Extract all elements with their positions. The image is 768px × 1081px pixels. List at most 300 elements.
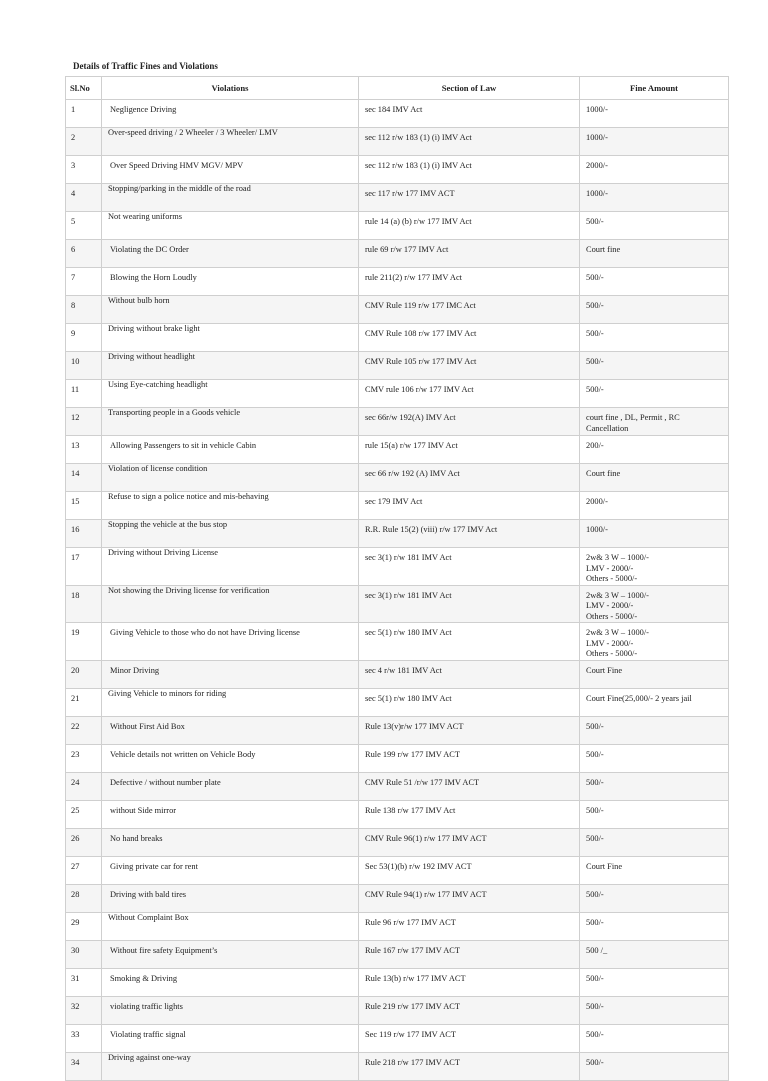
cell-violation-text: Driving without headlight bbox=[108, 352, 195, 361]
cell-violation bbox=[102, 688, 359, 716]
cell-fine-amount bbox=[580, 585, 729, 623]
cell-violation-text: Over Speed Driving HMV MGV/ MPV bbox=[110, 161, 244, 170]
cell-violation bbox=[102, 623, 359, 661]
cell-sl-no-text: 16 bbox=[71, 525, 80, 534]
cell-section-of-law-text: Sec 119 r/w 177 IMV ACT bbox=[365, 1029, 456, 1039]
cell-fine-amount bbox=[580, 156, 729, 184]
cell-fine-amount bbox=[580, 408, 729, 436]
cell-sl-no bbox=[66, 772, 102, 800]
cell-fine-amount-text: 500/- bbox=[586, 889, 604, 899]
cell-section-of-law bbox=[359, 324, 580, 352]
cell-fine-amount-text: 1000/- bbox=[586, 525, 608, 534]
cell-fine-amount-text: 500/- bbox=[586, 917, 604, 927]
cell-sl-no-text: 18 bbox=[71, 590, 80, 600]
cell-sl-no bbox=[66, 688, 102, 716]
cell-sl-no-text: 26 bbox=[71, 833, 80, 843]
cell-sl-no bbox=[66, 324, 102, 352]
cell-fine-amount-text: 500/- bbox=[586, 329, 604, 338]
cell-fine-amount-text: 2w& 3 W – 1000/- LMV - 2000/- Others - 5000/- bbox=[586, 553, 649, 583]
cell-violation-text: Driving with bald tires bbox=[110, 889, 187, 899]
cell-sl-no-text: 28 bbox=[71, 889, 80, 899]
cell-sl-no bbox=[66, 380, 102, 408]
cell-section-of-law-text: R.R. Rule 15(2) (viii) r/w 177 IMV Act bbox=[365, 525, 498, 534]
cell-section-of-law bbox=[359, 660, 580, 688]
cell-sl-no-text: 3 bbox=[71, 161, 76, 170]
cell-violation bbox=[102, 716, 359, 744]
cell-sl-no bbox=[66, 623, 102, 661]
cell-violation-text: Transporting people in a Goods vehicle bbox=[108, 408, 241, 417]
cell-section-of-law-text: sec 179 IMV Act bbox=[365, 497, 423, 506]
cell-section-of-law-text: CMV Rule 108 r/w 177 IMV Act bbox=[365, 329, 477, 338]
cell-fine-amount-text: 2w& 3 W – 1000/- LMV - 2000/- Others - 5000/- bbox=[586, 628, 649, 658]
cell-fine-amount-text: court fine , DL, Permit , RC Cancellation bbox=[586, 413, 680, 433]
cell-fine-amount-text: 500/- bbox=[586, 301, 604, 310]
cell-section-of-law bbox=[359, 912, 580, 940]
cell-violation-text: Giving Vehicle to those who do not have Driving license bbox=[110, 628, 300, 637]
table-row bbox=[66, 660, 729, 688]
table-row bbox=[66, 156, 729, 184]
cell-fine-amount-text: 500/- bbox=[586, 721, 604, 731]
cell-fine-amount bbox=[580, 296, 729, 324]
cell-fine-amount-text: 1000/- bbox=[586, 105, 608, 114]
cell-violation-text: Giving Vehicle to minors for riding bbox=[108, 688, 227, 698]
table-row bbox=[66, 548, 729, 586]
cell-violation bbox=[102, 1024, 359, 1052]
cell-violation-text: Over-speed driving / 2 Wheeler / 3 Wheeler/ LMV bbox=[108, 128, 278, 137]
table-row bbox=[66, 856, 729, 884]
cell-violation-text: Giving private car for rent bbox=[110, 861, 198, 871]
cell-sl-no bbox=[66, 940, 102, 968]
cell-section-of-law bbox=[359, 380, 580, 408]
cell-fine-amount bbox=[580, 772, 729, 800]
cell-sl-no bbox=[66, 585, 102, 623]
cell-violation-text: Not wearing uniforms bbox=[108, 212, 182, 221]
cell-section-of-law bbox=[359, 100, 580, 128]
cell-violation bbox=[102, 464, 359, 492]
cell-sl-no bbox=[66, 100, 102, 128]
cell-section-of-law bbox=[359, 996, 580, 1024]
column-header-section-of-law: Section of Law bbox=[359, 77, 580, 100]
cell-fine-amount bbox=[580, 212, 729, 240]
cell-fine-amount bbox=[580, 464, 729, 492]
cell-fine-amount-text: 500/- bbox=[586, 777, 604, 787]
cell-section-of-law-text: CMV Rule 51 /r/w 177 IMV ACT bbox=[365, 777, 480, 787]
table-row bbox=[66, 585, 729, 623]
cell-fine-amount bbox=[580, 884, 729, 912]
cell-violation bbox=[102, 828, 359, 856]
cell-section-of-law-text: CMV Rule 119 r/w 177 IMC Act bbox=[365, 301, 476, 310]
cell-fine-amount bbox=[580, 688, 729, 716]
cell-violation-text: No hand breaks bbox=[110, 833, 163, 843]
cell-fine-amount bbox=[580, 940, 729, 968]
cell-sl-no-text: 10 bbox=[71, 357, 80, 366]
table-row bbox=[66, 1052, 729, 1080]
cell-violation-text: Violation of license condition bbox=[108, 464, 208, 473]
cell-section-of-law bbox=[359, 212, 580, 240]
cell-violation-text: Smoking & Driving bbox=[110, 973, 178, 983]
cell-sl-no-text: 8 bbox=[71, 301, 76, 310]
cell-violation bbox=[102, 240, 359, 268]
cell-violation-text: Violating the DC Order bbox=[110, 245, 189, 254]
cell-fine-amount-text: Court Fine bbox=[586, 665, 623, 675]
cell-fine-amount bbox=[580, 240, 729, 268]
cell-section-of-law bbox=[359, 968, 580, 996]
cell-fine-amount-text: 1000/- bbox=[586, 133, 608, 142]
table-row bbox=[66, 268, 729, 296]
column-header-sl-no: Sl.No bbox=[66, 77, 102, 100]
cell-sl-no bbox=[66, 744, 102, 772]
table-row bbox=[66, 828, 729, 856]
cell-section-of-law-text: Rule 96 r/w 177 IMV ACT bbox=[365, 917, 456, 927]
cell-sl-no-text: 6 bbox=[71, 245, 76, 254]
table-row bbox=[66, 100, 729, 128]
cell-fine-amount-text: 500/- bbox=[586, 805, 604, 815]
cell-sl-no bbox=[66, 1024, 102, 1052]
cell-fine-amount bbox=[580, 716, 729, 744]
table-row bbox=[66, 128, 729, 156]
table-row bbox=[66, 464, 729, 492]
cell-violation-text: without Side mirror bbox=[110, 805, 177, 815]
cell-violation-text: Stopping/parking in the middle of the road bbox=[108, 184, 251, 193]
cell-sl-no-text: 5 bbox=[71, 217, 76, 226]
cell-fine-amount bbox=[580, 968, 729, 996]
cell-section-of-law-text: sec 4 r/w 181 IMV Act bbox=[365, 665, 442, 675]
cell-section-of-law bbox=[359, 585, 580, 623]
document-title: Details of Traffic Fines and Violations bbox=[73, 61, 218, 71]
table-row bbox=[66, 744, 729, 772]
cell-sl-no-text: 17 bbox=[71, 553, 80, 562]
cell-section-of-law-text: rule 15(a) r/w 177 IMV Act bbox=[365, 441, 458, 450]
cell-violation bbox=[102, 660, 359, 688]
table-row bbox=[66, 1024, 729, 1052]
table-row bbox=[66, 380, 729, 408]
table-body bbox=[66, 100, 729, 1081]
cell-fine-amount bbox=[580, 492, 729, 520]
cell-section-of-law-text: rule 69 r/w 177 IMV Act bbox=[365, 245, 449, 254]
cell-section-of-law-text: sec 112 r/w 183 (1) (i) IMV Act bbox=[365, 161, 472, 170]
cell-violation bbox=[102, 940, 359, 968]
cell-section-of-law-text: Rule 218 r/w 177 IMV ACT bbox=[365, 1057, 460, 1067]
cell-fine-amount bbox=[580, 828, 729, 856]
cell-section-of-law bbox=[359, 492, 580, 520]
cell-sl-no-text: 24 bbox=[71, 777, 80, 787]
cell-violation-text: Refuse to sign a police notice and mis-behaving bbox=[108, 492, 269, 501]
cell-sl-no-text: 31 bbox=[71, 973, 80, 983]
cell-section-of-law-text: sec 66r/w 192(A) IMV Act bbox=[365, 413, 456, 422]
cell-sl-no bbox=[66, 240, 102, 268]
cell-fine-amount bbox=[580, 100, 729, 128]
cell-fine-amount-text: 2000/- bbox=[586, 497, 608, 506]
cell-sl-no bbox=[66, 128, 102, 156]
cell-section-of-law bbox=[359, 856, 580, 884]
cell-section-of-law-text: Rule 219 r/w 177 IMV ACT bbox=[365, 1001, 460, 1011]
cell-section-of-law-text: Sec 53(1)(b) r/w 192 IMV ACT bbox=[365, 861, 472, 871]
cell-violation bbox=[102, 968, 359, 996]
table-row bbox=[66, 996, 729, 1024]
cell-violation bbox=[102, 1052, 359, 1080]
cell-violation bbox=[102, 520, 359, 548]
cell-violation bbox=[102, 492, 359, 520]
cell-violation bbox=[102, 156, 359, 184]
cell-sl-no bbox=[66, 660, 102, 688]
cell-violation-text: Stopping the vehicle at the bus stop bbox=[108, 520, 228, 529]
cell-fine-amount-text: 2w& 3 W – 1000/- LMV - 2000/- Others - 5000/- bbox=[586, 590, 649, 621]
table-row bbox=[66, 912, 729, 940]
cell-section-of-law-text: sec 3(1) r/w 181 IMV Act bbox=[365, 590, 452, 600]
cell-section-of-law bbox=[359, 240, 580, 268]
table-row bbox=[66, 184, 729, 212]
cell-fine-amount bbox=[580, 623, 729, 661]
cell-section-of-law-text: rule 211(2) r/w 177 IMV Act bbox=[365, 273, 462, 282]
cell-violation-text: Using Eye-catching headlight bbox=[108, 380, 208, 389]
table-row bbox=[66, 352, 729, 380]
cell-sl-no bbox=[66, 968, 102, 996]
cell-sl-no-text: 11 bbox=[71, 385, 80, 394]
cell-fine-amount bbox=[580, 1024, 729, 1052]
cell-sl-no bbox=[66, 996, 102, 1024]
cell-fine-amount bbox=[580, 520, 729, 548]
cell-violation-text: Negligence Driving bbox=[110, 105, 177, 114]
cell-sl-no bbox=[66, 212, 102, 240]
cell-fine-amount-text: Court fine bbox=[586, 469, 621, 478]
cell-sl-no bbox=[66, 184, 102, 212]
cell-fine-amount bbox=[580, 856, 729, 884]
cell-section-of-law-text: sec 66 r/w 192 (A) IMV Act bbox=[365, 469, 460, 478]
cell-section-of-law bbox=[359, 296, 580, 324]
cell-sl-no bbox=[66, 856, 102, 884]
cell-violation bbox=[102, 268, 359, 296]
cell-violation bbox=[102, 772, 359, 800]
cell-violation bbox=[102, 912, 359, 940]
cell-section-of-law-text: rule 14 (a) (b) r/w 177 IMV Act bbox=[365, 217, 472, 226]
table-row bbox=[66, 240, 729, 268]
cell-violation bbox=[102, 296, 359, 324]
cell-section-of-law bbox=[359, 800, 580, 828]
cell-section-of-law bbox=[359, 128, 580, 156]
cell-section-of-law bbox=[359, 436, 580, 464]
table-row bbox=[66, 296, 729, 324]
table-header-row bbox=[66, 77, 729, 100]
cell-sl-no-text: 29 bbox=[71, 917, 80, 927]
cell-fine-amount-text: Court Fine bbox=[586, 861, 623, 871]
cell-section-of-law-text: sec 117 r/w 177 IMV ACT bbox=[365, 189, 455, 198]
cell-sl-no-text: 21 bbox=[71, 693, 80, 703]
cell-fine-amount-text: 500/- bbox=[586, 1029, 604, 1039]
cell-section-of-law bbox=[359, 548, 580, 586]
cell-fine-amount-text: 500/- bbox=[586, 385, 604, 394]
cell-sl-no bbox=[66, 548, 102, 586]
cell-fine-amount bbox=[580, 744, 729, 772]
cell-section-of-law-text: CMV Rule 94(1) r/w 177 IMV ACT bbox=[365, 889, 487, 899]
cell-section-of-law-text: sec 184 IMV Act bbox=[365, 105, 423, 114]
cell-sl-no-text: 34 bbox=[71, 1057, 80, 1067]
table-row bbox=[66, 324, 729, 352]
table-row bbox=[66, 436, 729, 464]
cell-sl-no-text: 23 bbox=[71, 749, 80, 759]
cell-fine-amount-text: 500/- bbox=[586, 973, 604, 983]
table-row bbox=[66, 623, 729, 661]
cell-violation-text: Defective / without number plate bbox=[110, 777, 221, 787]
cell-sl-no-text: 1 bbox=[71, 105, 76, 114]
cell-section-of-law bbox=[359, 744, 580, 772]
cell-section-of-law-text: Rule 138 r/w 177 IMV Act bbox=[365, 805, 456, 815]
column-header-violations: Violations bbox=[102, 77, 359, 100]
cell-violation bbox=[102, 380, 359, 408]
cell-fine-amount-text: 500/- bbox=[586, 1057, 604, 1067]
cell-sl-no-text: 2 bbox=[71, 133, 76, 142]
cell-fine-amount bbox=[580, 436, 729, 464]
table-row bbox=[66, 492, 729, 520]
cell-sl-no bbox=[66, 268, 102, 296]
cell-sl-no-text: 19 bbox=[71, 628, 80, 637]
table-row bbox=[66, 520, 729, 548]
cell-section-of-law-text: sec 5(1) r/w 180 IMV Act bbox=[365, 693, 452, 703]
cell-sl-no bbox=[66, 520, 102, 548]
cell-violation-text: Without fire safety Equipment’s bbox=[110, 945, 218, 955]
cell-violation bbox=[102, 184, 359, 212]
table-row bbox=[66, 408, 729, 436]
cell-section-of-law-text: Rule 13(v)r/w 177 IMV ACT bbox=[365, 721, 464, 731]
cell-violation bbox=[102, 744, 359, 772]
cell-violation bbox=[102, 884, 359, 912]
cell-violation-text: Without Complaint Box bbox=[108, 912, 189, 922]
cell-fine-amount-text: 200/- bbox=[586, 441, 604, 450]
cell-sl-no-text: 25 bbox=[71, 805, 80, 815]
cell-fine-amount bbox=[580, 268, 729, 296]
column-header-fine-amount: Fine Amount bbox=[580, 77, 729, 100]
cell-section-of-law bbox=[359, 464, 580, 492]
cell-section-of-law-text: CMV rule 106 r/w 177 IMV Act bbox=[365, 385, 474, 394]
cell-violation bbox=[102, 352, 359, 380]
cell-violation-text: Blowing the Horn Loudly bbox=[110, 273, 197, 282]
cell-violation bbox=[102, 856, 359, 884]
cell-sl-no bbox=[66, 828, 102, 856]
cell-violation-text: Vehicle details not written on Vehicle Body bbox=[110, 749, 256, 759]
cell-fine-amount-text: 500/- bbox=[586, 1001, 604, 1011]
cell-sl-no bbox=[66, 716, 102, 744]
cell-section-of-law bbox=[359, 184, 580, 212]
cell-fine-amount bbox=[580, 996, 729, 1024]
cell-sl-no bbox=[66, 912, 102, 940]
cell-violation bbox=[102, 996, 359, 1024]
cell-section-of-law-text: sec 3(1) r/w 181 IMV Act bbox=[365, 553, 452, 562]
table-row bbox=[66, 716, 729, 744]
cell-section-of-law bbox=[359, 352, 580, 380]
cell-fine-amount bbox=[580, 184, 729, 212]
cell-fine-amount bbox=[580, 660, 729, 688]
cell-sl-no-text: 15 bbox=[71, 497, 80, 506]
cell-fine-amount-text: Court Fine(25,000/- 2 years jail bbox=[586, 693, 692, 703]
cell-sl-no-text: 9 bbox=[71, 329, 76, 338]
cell-section-of-law-text: Rule 167 r/w 177 IMV ACT bbox=[365, 945, 460, 955]
cell-sl-no bbox=[66, 492, 102, 520]
cell-section-of-law bbox=[359, 688, 580, 716]
table-row bbox=[66, 688, 729, 716]
cell-section-of-law-text: sec 5(1) r/w 180 IMV Act bbox=[365, 628, 452, 637]
cell-sl-no bbox=[66, 296, 102, 324]
cell-violation bbox=[102, 100, 359, 128]
cell-fine-amount-text: 2000/- bbox=[586, 161, 608, 170]
cell-sl-no bbox=[66, 800, 102, 828]
cell-fine-amount bbox=[580, 324, 729, 352]
cell-sl-no-text: 13 bbox=[71, 441, 80, 450]
cell-sl-no bbox=[66, 436, 102, 464]
cell-section-of-law bbox=[359, 156, 580, 184]
cell-fine-amount-text: 500/- bbox=[586, 217, 604, 226]
cell-fine-amount-text: 500 /_ bbox=[586, 945, 608, 955]
cell-violation bbox=[102, 436, 359, 464]
cell-section-of-law-text: Rule 13(b) r/w 177 IMV ACT bbox=[365, 973, 466, 983]
cell-sl-no bbox=[66, 156, 102, 184]
cell-section-of-law bbox=[359, 884, 580, 912]
cell-sl-no bbox=[66, 408, 102, 436]
cell-sl-no-text: 22 bbox=[71, 721, 80, 731]
cell-section-of-law bbox=[359, 940, 580, 968]
table-row bbox=[66, 772, 729, 800]
cell-violation-text: Not showing the Driving license for verification bbox=[108, 585, 270, 595]
cell-section-of-law bbox=[359, 268, 580, 296]
cell-violation-text: violating traffic lights bbox=[110, 1001, 183, 1011]
cell-fine-amount bbox=[580, 380, 729, 408]
cell-sl-no-text: 12 bbox=[71, 413, 80, 422]
cell-sl-no-text: 32 bbox=[71, 1001, 80, 1011]
cell-violation-text: Minor Driving bbox=[110, 665, 160, 675]
cell-sl-no-text: 7 bbox=[71, 273, 76, 282]
cell-fine-amount bbox=[580, 800, 729, 828]
table-row bbox=[66, 800, 729, 828]
cell-section-of-law-text: Rule 199 r/w 177 IMV ACT bbox=[365, 749, 460, 759]
cell-violation-text: Driving without brake light bbox=[108, 324, 200, 333]
cell-violation-text: Without bulb horn bbox=[108, 296, 170, 305]
cell-fine-amount-text: 1000/- bbox=[586, 189, 608, 198]
cell-section-of-law-text: CMV Rule 105 r/w 177 IMV Act bbox=[365, 357, 477, 366]
cell-section-of-law-text: CMV Rule 96(1) r/w 177 IMV ACT bbox=[365, 833, 487, 843]
cell-section-of-law bbox=[359, 772, 580, 800]
cell-section-of-law-text: sec 112 r/w 183 (1) (i) IMV Act bbox=[365, 133, 472, 142]
cell-sl-no-text: 4 bbox=[71, 189, 76, 198]
table-row bbox=[66, 940, 729, 968]
cell-sl-no-text: 14 bbox=[71, 469, 80, 478]
cell-section-of-law bbox=[359, 520, 580, 548]
cell-fine-amount bbox=[580, 1052, 729, 1080]
table-row bbox=[66, 884, 729, 912]
cell-violation bbox=[102, 548, 359, 586]
cell-section-of-law bbox=[359, 1052, 580, 1080]
cell-violation bbox=[102, 408, 359, 436]
cell-section-of-law bbox=[359, 1024, 580, 1052]
cell-violation-text: Driving against one-way bbox=[108, 1052, 191, 1062]
traffic-fines-table bbox=[65, 76, 729, 1081]
cell-section-of-law bbox=[359, 408, 580, 436]
cell-sl-no bbox=[66, 464, 102, 492]
cell-sl-no bbox=[66, 1052, 102, 1080]
cell-violation bbox=[102, 128, 359, 156]
cell-violation-text: Allowing Passengers to sit in vehicle Cabin bbox=[110, 441, 257, 450]
cell-fine-amount bbox=[580, 128, 729, 156]
cell-section-of-law bbox=[359, 828, 580, 856]
cell-section-of-law bbox=[359, 716, 580, 744]
cell-violation bbox=[102, 585, 359, 623]
table-row bbox=[66, 212, 729, 240]
cell-violation-text: Driving without Driving License bbox=[108, 548, 219, 557]
cell-sl-no-text: 20 bbox=[71, 665, 80, 675]
cell-fine-amount bbox=[580, 352, 729, 380]
cell-sl-no-text: 27 bbox=[71, 861, 80, 871]
cell-fine-amount-text: 500/- bbox=[586, 833, 604, 843]
cell-sl-no bbox=[66, 884, 102, 912]
cell-violation-text: Violating traffic signal bbox=[110, 1029, 186, 1039]
cell-section-of-law bbox=[359, 623, 580, 661]
